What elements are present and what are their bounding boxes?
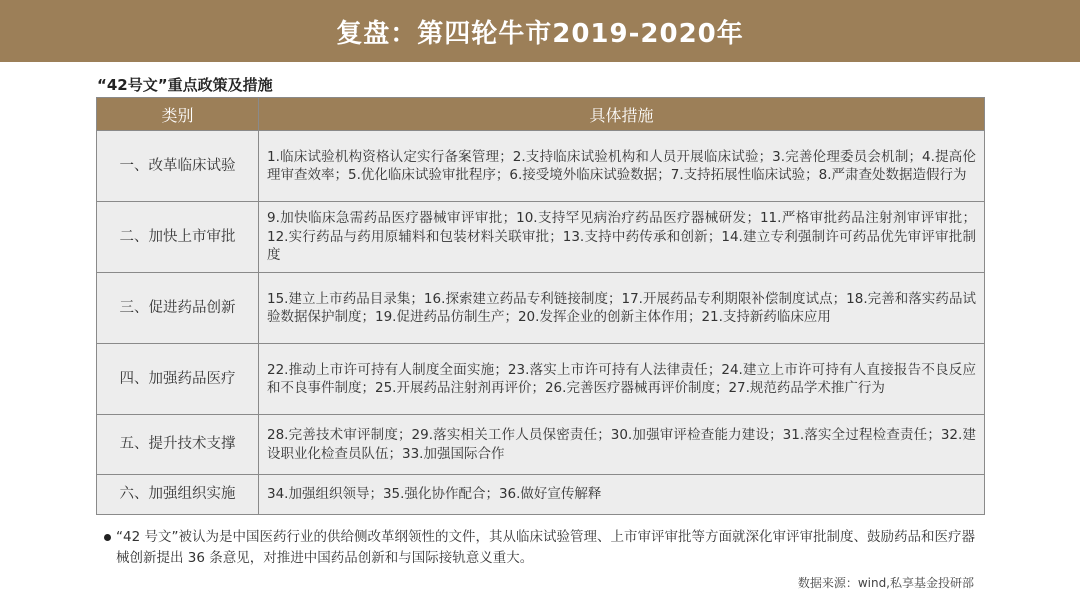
page-title: 复盘：第四轮牛市2019-2020年 <box>336 18 744 49</box>
table-row <box>97 273 985 344</box>
bullet-icon <box>104 534 111 541</box>
category-cell: 二、加快上市审批 <box>97 202 259 273</box>
measures-cell: 9.加快临床急需药品医疗器械审评审批；10.支持罕见病治疗药品医疗器械研发；11.严格审批药品注射剂审评审批；12.实行药品与药用原辅料和包装材料关联审批；13.支持中药传承和创新；14.建立专利强制许可药品优先审评审批制度 <box>259 202 985 273</box>
footnote-text: “42 号文”被认为是中国医药行业的供给侧改革纲领性的文件，其从临床试验管理、上市审评审批等方面就深化审评审批制度、鼓励药品和医疗器械创新提出 36 条意见，对推进中国药品创新和与国际接轨意义重大。 <box>116 529 975 566</box>
table-header-row <box>97 98 985 131</box>
category-cell: 三、促进药品创新 <box>97 273 259 344</box>
category-cell: 五、提升技术支撑 <box>97 415 259 475</box>
table-row <box>97 131 985 202</box>
table-row <box>97 415 985 475</box>
column-header-category: 类别 <box>97 98 259 131</box>
table-row <box>97 344 985 415</box>
measures-cell: 28.完善技术审评制度；29.落实相关工作人员保密责任；30.加强审评检查能力建设；31.落实全过程检查责任；32.建设职业化检查员队伍；33.加强国际合作 <box>259 415 985 475</box>
data-source: 数据来源：wind,私享基金投研部 <box>797 576 974 590</box>
footnote <box>104 527 984 569</box>
measures-cell: 15.建立上市药品目录集；16.探索建立药品专利链接制度；17.开展药品专利期限补偿制度试点；18.完善和落实药品试验数据保护制度；19.促进药品仿制生产；20.发挥企业的创新主体作用；21.支持新药临床应用 <box>259 273 985 344</box>
table-row <box>97 475 985 515</box>
measures-cell: 34.加强组织领导；35.强化协作配合；36.做好宣传解释 <box>259 475 985 515</box>
measures-cell: 22.推动上市许可持有人制度全面实施；23.落实上市许可持有人法律责任；24.建立上市许可持有人直接报告不良反应和不良事件制度；25.开展药品注射剂再评价；26.完善医疗器械再评价制度；27.规范药品学术推广行为 <box>259 344 985 415</box>
category-cell: 一、改革临床试验 <box>97 131 259 202</box>
column-header-measures: 具体措施 <box>259 98 985 131</box>
category-cell: 六、加强组织实施 <box>97 475 259 515</box>
category-cell: 四、加强药品医疗 <box>97 344 259 415</box>
table-subtitle: “42号文”重点政策及措施 <box>97 76 273 94</box>
table-row <box>97 202 985 273</box>
measures-cell: 1.临床试验机构资格认定实行备案管理；2.支持临床试验机构和人员开展临床试验；3.完善伦理委员会机制；4.提高伦理审查效率；5.优化临床试验审批程序；6.接受境外临床试验数据；7.支持拓展性临床试验；8.严肃查处数据造假行为 <box>259 131 985 202</box>
header-bar <box>0 0 1080 62</box>
policy-table <box>96 97 985 515</box>
